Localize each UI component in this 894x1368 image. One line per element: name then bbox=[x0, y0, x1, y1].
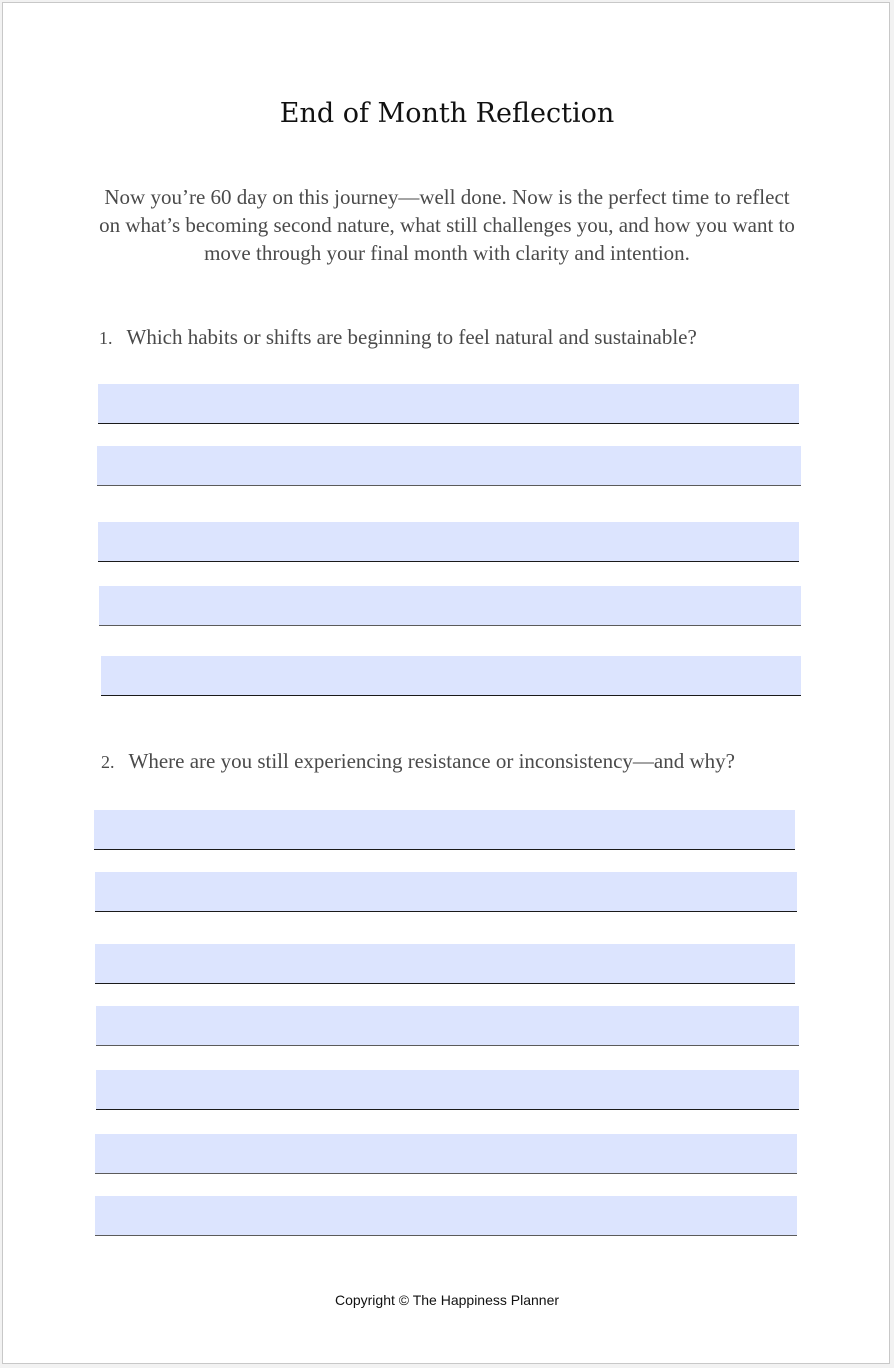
q2-answer-field-3[interactable] bbox=[95, 944, 795, 984]
q1-answer-field-4[interactable] bbox=[99, 586, 801, 626]
q2-answer-field-6[interactable] bbox=[95, 1134, 797, 1174]
question-2 bbox=[101, 749, 735, 774]
q1-answer-field-2[interactable] bbox=[97, 446, 801, 486]
q2-answer-field-4[interactable] bbox=[96, 1006, 799, 1046]
question-2-text: Where are you still experiencing resistance or inconsistency—and why? bbox=[128, 749, 735, 773]
q2-answer-field-5[interactable] bbox=[96, 1070, 799, 1110]
page-title: End of Month Reflection bbox=[279, 98, 615, 129]
copyright-footer: Copyright © The Happiness Planner bbox=[334, 1292, 560, 1308]
intro-paragraph: Now you’re 60 day on this journey—well done. Now is the perfect time to reflect on what’s becoming second nature, what still challenges you, and how you want to move through your final month with clarity and intention. bbox=[99, 185, 795, 265]
q2-answer-field-1[interactable] bbox=[94, 810, 795, 850]
q1-answer-field-5[interactable] bbox=[101, 656, 801, 696]
question-1-text: Which habits or shifts are beginning to feel natural and sustainable? bbox=[126, 325, 697, 349]
question-1 bbox=[99, 325, 697, 350]
question-1-number: 1. bbox=[99, 328, 113, 348]
q1-answer-field-3[interactable] bbox=[98, 522, 799, 562]
q2-answer-field-2[interactable] bbox=[95, 872, 797, 912]
q2-answer-field-7[interactable] bbox=[95, 1196, 797, 1236]
question-2-number: 2. bbox=[101, 752, 115, 772]
q1-answer-field-1[interactable] bbox=[98, 384, 799, 424]
document-page bbox=[2, 2, 890, 1364]
